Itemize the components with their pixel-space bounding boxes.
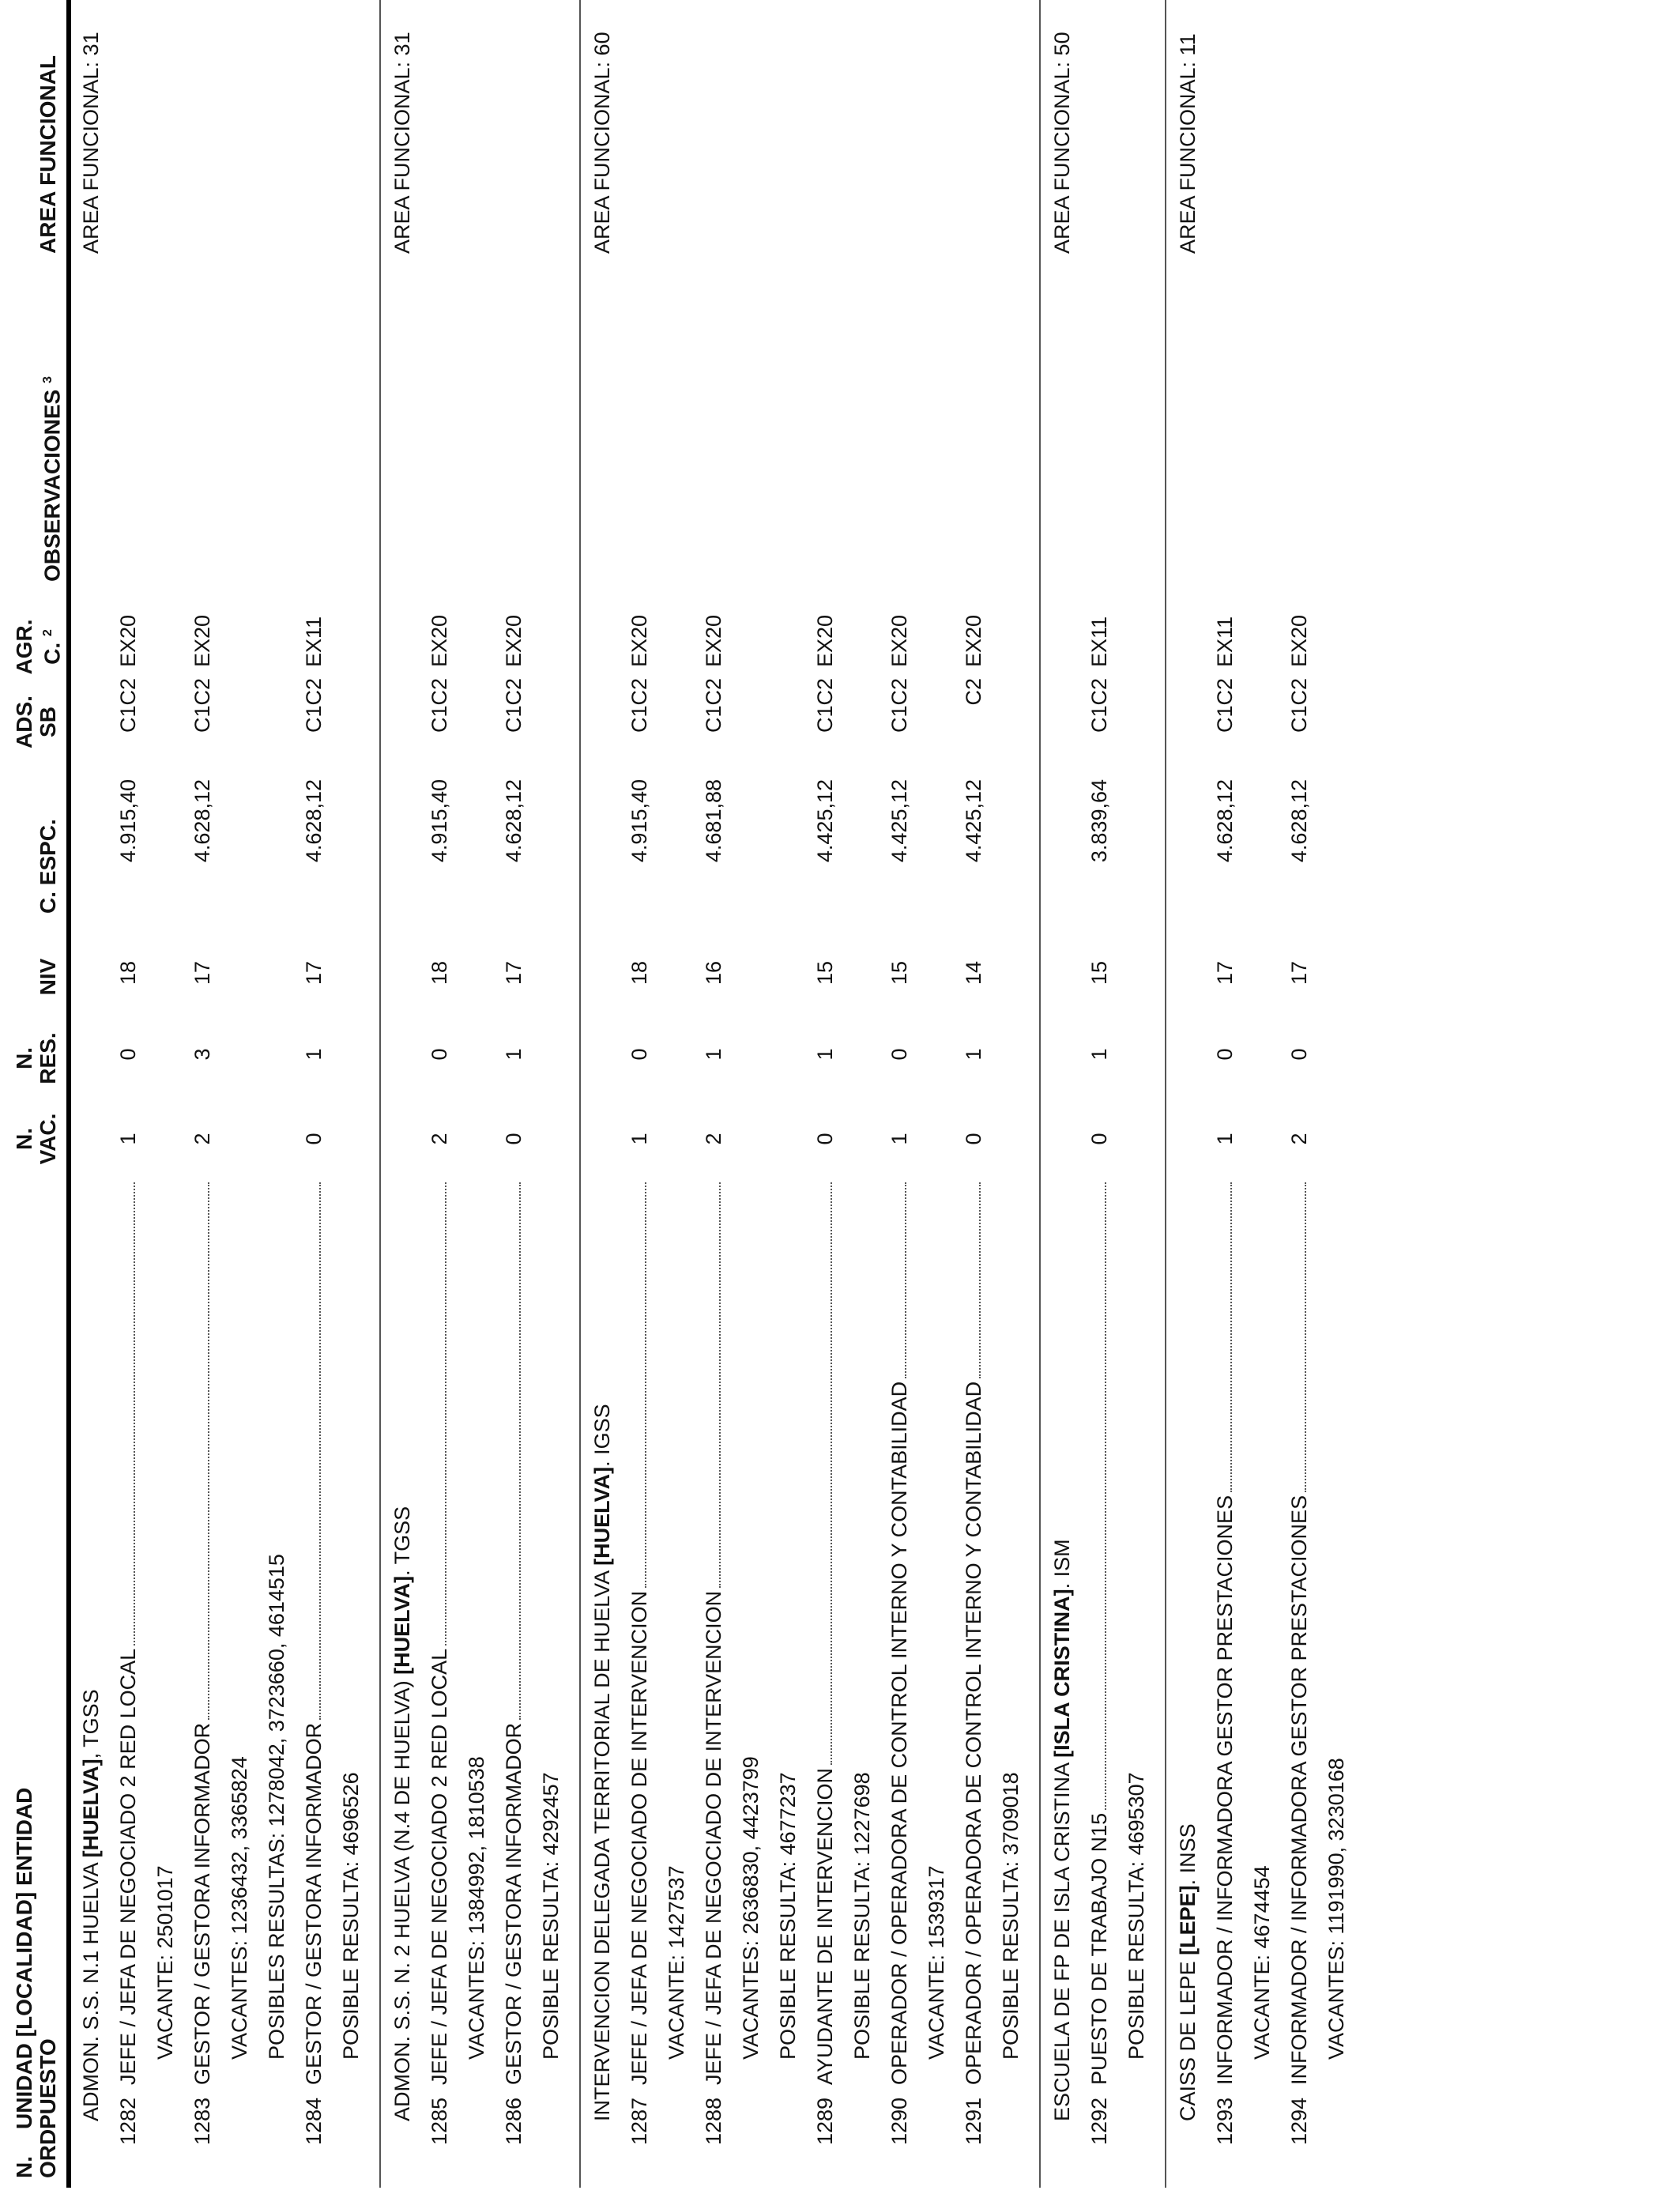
- row-ads-sb: C2: [962, 678, 985, 706]
- row-n-res: 0: [627, 1048, 651, 1061]
- row-agr-c: EX11: [302, 616, 326, 667]
- row-puesto-text: INFORMADOR / INFORMADORA GESTOR PRESTACIONES: [1213, 1495, 1237, 2085]
- header-puesto-line2: PUESTO: [36, 2038, 60, 2129]
- group-separator: [379, 0, 381, 2188]
- dot-leader: [1230, 1182, 1232, 1492]
- row-n-ord: 1285: [428, 2097, 451, 2145]
- row-c-espc: 4.628,12: [502, 779, 525, 863]
- row-note: VACANTE: 1539317: [925, 1865, 948, 2060]
- unit-title: [390, 1506, 414, 2121]
- row-ads-sb: C1C2: [190, 678, 214, 733]
- col-header-agr-c: [13, 617, 64, 677]
- left-border-rule: [66, 0, 69, 2188]
- row-agr-c: EX20: [1287, 614, 1311, 667]
- row-n-vac: 2: [1287, 1133, 1311, 1145]
- row-note: POSIBLE RESULTA: 4696526: [339, 1772, 363, 2060]
- col-header-niv: NIV: [36, 958, 60, 996]
- row-agr-c: EX20: [962, 614, 985, 667]
- row-puesto-text: OPERADOR / OPERADORA DE CONTROL INTERNO Y CONTABILIDAD: [887, 1381, 911, 2085]
- row-n-vac: 2: [428, 1133, 451, 1145]
- area-funcional: AREA FUNCIONAL: 31: [79, 32, 103, 254]
- dot-leader: [831, 1182, 832, 1765]
- area-funcional: AREA FUNCIONAL: 11: [1176, 33, 1200, 254]
- row-n-ord: 1288: [702, 2097, 725, 2145]
- row-n-res: 0: [1287, 1048, 1311, 1061]
- row-n-vac: 1: [627, 1133, 651, 1145]
- dot-leader: [208, 1182, 209, 1720]
- unit-name: ESCUELA DE FP DE ISLA CRISTINA: [1050, 1757, 1074, 2121]
- row-note: POSIBLE RESULTA: 4292457: [539, 1772, 563, 2060]
- dot-leader: [519, 1182, 521, 1720]
- header-agr-line1: AGR.: [12, 619, 36, 675]
- unit-title: [79, 1689, 103, 2121]
- group-separator: [1165, 0, 1166, 2188]
- row-agr-c: EX11: [1213, 616, 1237, 667]
- row-puesto: [702, 1182, 725, 2085]
- dot-leader: [719, 1182, 721, 1588]
- unit-locality: [ISLA CRISTINA]: [1050, 1589, 1074, 1758]
- row-n-vac: 2: [702, 1133, 725, 1145]
- dot-leader: [979, 1182, 981, 1378]
- row-note: VACANTE: 4674454: [1250, 1865, 1274, 2060]
- row-niv: 15: [813, 960, 837, 986]
- row-agr-c: EX20: [702, 614, 725, 667]
- row-n-ord: 1292: [1087, 2097, 1111, 2145]
- row-puesto-text: JEFE / JEFA DE NEGOCIADO 2 RED LOCAL: [428, 1648, 451, 2085]
- row-puesto-text: INFORMADOR / INFORMADORA GESTOR PRESTACIONES: [1287, 1495, 1311, 2085]
- row-n-res: 0: [1213, 1048, 1237, 1061]
- row-note: POSIBLE RESULTA: 4695307: [1124, 1772, 1148, 2060]
- row-ads-sb: C1C2: [1087, 678, 1111, 733]
- dot-leader: [645, 1182, 646, 1588]
- row-puesto: [302, 1182, 326, 2085]
- row-c-espc: 4.425,12: [813, 779, 837, 863]
- row-ads-sb: C1C2: [1213, 678, 1237, 733]
- unit-entity: . TGSS: [390, 1506, 414, 1576]
- dot-leader: [905, 1182, 906, 1378]
- row-c-espc: 4.425,12: [962, 779, 985, 863]
- row-puesto-text: GESTOR / GESTORA INFORMADOR: [302, 1722, 326, 2085]
- header-obs-sup: 3: [41, 376, 55, 383]
- row-niv: 18: [627, 960, 651, 986]
- header-agr-sup: 2: [41, 629, 55, 637]
- row-puesto: [190, 1182, 214, 2085]
- row-n-ord: 1287: [627, 2097, 651, 2145]
- row-agr-c: EX11: [1087, 616, 1111, 667]
- header-n-ord-line1: N.: [12, 2156, 36, 2178]
- row-ads-sb: C1C2: [813, 678, 837, 733]
- row-note: POSIBLE RESULTA: 3709018: [999, 1772, 1023, 2060]
- row-n-res: 0: [428, 1048, 451, 1061]
- row-note: VACANTE: 2501017: [153, 1865, 177, 2060]
- row-ads-sb: C1C2: [627, 678, 651, 733]
- row-niv: 14: [962, 960, 985, 986]
- row-n-ord: 1294: [1287, 2097, 1311, 2145]
- row-puesto: [887, 1182, 911, 2085]
- row-niv: 17: [190, 960, 214, 986]
- row-agr-c: EX20: [116, 614, 140, 667]
- col-header-ads-sb: [13, 692, 60, 752]
- dot-leader: [319, 1182, 321, 1720]
- group-separator: [1039, 0, 1041, 2188]
- row-note: VACANTES: 1191990, 3230168: [1324, 1758, 1348, 2060]
- row-puesto: [116, 1182, 140, 2085]
- unit-locality: [LEPE]: [1176, 1885, 1200, 1955]
- col-header-observaciones: [36, 376, 64, 582]
- col-header-n-ord: [13, 2123, 60, 2178]
- row-ads-sb: C1C2: [502, 678, 525, 733]
- row-n-vac: 1: [116, 1133, 140, 1145]
- area-funcional: AREA FUNCIONAL: 50: [1050, 32, 1074, 254]
- unit-entity: , TGSS: [79, 1689, 103, 1759]
- header-nres-line1: N.: [12, 1047, 36, 1069]
- row-note: POSIBLE RESULTA: 1227698: [850, 1772, 874, 2060]
- row-note: POSIBLES RESULTAS: 1278042, 3723660, 4614515: [265, 1554, 288, 2060]
- row-ads-sb: C1C2: [887, 678, 911, 733]
- row-n-ord: 1286: [502, 2097, 525, 2145]
- row-n-res: 1: [702, 1048, 725, 1061]
- unit-entity: . IGSS: [590, 1404, 614, 1467]
- row-puesto: [1287, 1182, 1311, 2085]
- row-c-espc: 4.915,40: [116, 779, 140, 863]
- unit-name: ADMON. S.S. N. 2 HUELVA (N.4 DE HUELVA): [390, 1674, 414, 2121]
- row-niv: 18: [428, 960, 451, 986]
- header-nvac-line2: VAC.: [36, 1113, 60, 1165]
- row-n-res: 0: [887, 1048, 911, 1061]
- row-n-vac: 1: [887, 1133, 911, 1145]
- row-n-vac: 0: [962, 1133, 985, 1145]
- row-n-res: 1: [1087, 1048, 1111, 1061]
- row-puesto: [428, 1182, 451, 2085]
- row-n-ord: 1284: [302, 2097, 326, 2145]
- row-n-ord: 1291: [962, 2097, 985, 2145]
- header-nres-line2: RES.: [36, 1032, 60, 1084]
- area-funcional: AREA FUNCIONAL: 60: [590, 32, 614, 254]
- row-n-vac: 0: [502, 1133, 525, 1145]
- unit-locality: [HUELVA]: [79, 1759, 103, 1858]
- row-note: VACANTE: 1427537: [665, 1865, 688, 2060]
- row-n-vac: 0: [302, 1133, 326, 1145]
- unit-title: [1176, 1823, 1200, 2121]
- unit-entity: . INSS: [1176, 1823, 1200, 1886]
- row-ads-sb: C1C2: [702, 678, 725, 733]
- header-ads-line2: SB: [36, 707, 60, 737]
- row-ads-sb: C1C2: [116, 678, 140, 733]
- unit-name: ADMON. S.S. N.1 HUELVA: [79, 1857, 103, 2121]
- row-niv: 15: [1087, 960, 1111, 986]
- row-agr-c: EX20: [190, 614, 214, 667]
- unit-title: [1050, 1539, 1074, 2121]
- row-ads-sb: C1C2: [1287, 678, 1311, 733]
- row-puesto-text: JEFE / JEFA DE NEGOCIADO DE INTERVENCION: [627, 1590, 651, 2085]
- row-agr-c: EX20: [813, 614, 837, 667]
- row-c-espc: 4.425,12: [887, 779, 911, 863]
- unit-locality: [HUELVA]: [390, 1575, 414, 1675]
- row-n-ord: 1283: [190, 2097, 214, 2145]
- dot-leader: [1305, 1182, 1306, 1492]
- row-puesto-text: GESTOR / GESTORA INFORMADOR: [502, 1722, 525, 2085]
- col-header-n-res: [13, 1031, 60, 1086]
- row-puesto: [627, 1182, 651, 2085]
- row-note: VACANTES: 1384992, 1810538: [465, 1756, 488, 2060]
- header-ads-line1: ADS.: [12, 696, 36, 748]
- row-niv: 17: [1213, 960, 1237, 986]
- row-niv: 17: [502, 960, 525, 986]
- row-n-ord: 1282: [116, 2097, 140, 2145]
- row-agr-c: EX20: [502, 614, 525, 667]
- row-n-res: 3: [190, 1048, 214, 1061]
- row-niv: 16: [702, 960, 725, 986]
- dot-leader: [445, 1182, 446, 1646]
- header-unidad-line1: UNIDAD [LOCALIDAD] ENTIDAD: [12, 1787, 36, 2129]
- row-niv: 17: [1287, 960, 1311, 986]
- row-n-ord: 1290: [887, 2097, 911, 2145]
- row-c-espc: 4.628,12: [1213, 779, 1237, 863]
- dot-leader: [1105, 1182, 1106, 1810]
- row-n-vac: 2: [190, 1133, 214, 1145]
- row-n-vac: 1: [1213, 1133, 1237, 1145]
- row-puesto-text: JEFE / JEFA DE NEGOCIADO 2 RED LOCAL: [116, 1648, 140, 2085]
- area-funcional: AREA FUNCIONAL: 31: [390, 32, 414, 254]
- row-c-espc: 4.628,12: [302, 779, 326, 863]
- row-puesto: [813, 1182, 837, 2085]
- unit-entity: . ISM: [1050, 1539, 1074, 1589]
- row-puesto: [502, 1182, 525, 2085]
- col-header-n-vac: [13, 1111, 60, 1167]
- row-ads-sb: C1C2: [302, 678, 326, 733]
- row-niv: 18: [116, 960, 140, 986]
- unit-title: [590, 1404, 614, 2121]
- row-n-res: 1: [502, 1048, 525, 1061]
- header-agr-line2: [36, 617, 64, 677]
- header-nvac-line1: N.: [12, 1128, 36, 1150]
- row-c-espc: 4.915,40: [428, 779, 451, 863]
- unit-name: CAISS DE LEPE: [1176, 1955, 1200, 2121]
- row-puesto: [1087, 1182, 1111, 2085]
- header-n-ord-line2: ORD.: [36, 2123, 60, 2178]
- row-puesto-text: GESTOR / GESTORA INFORMADOR: [190, 1722, 214, 2085]
- col-header-c-espc: C. ESPC.: [36, 819, 60, 914]
- col-header-area-funcional: AREA FUNCIONAL: [36, 55, 60, 254]
- col-header-unidad: [13, 1788, 60, 2129]
- row-c-espc: 4.628,12: [190, 779, 214, 863]
- row-note: POSIBLE RESULTA: 4677237: [776, 1772, 800, 2060]
- row-n-res: 1: [962, 1048, 985, 1061]
- row-c-espc: 4.915,40: [627, 779, 651, 863]
- row-niv: 15: [887, 960, 911, 986]
- row-n-ord: 1293: [1213, 2097, 1237, 2145]
- row-agr-c: EX20: [887, 614, 911, 667]
- row-puesto: [1213, 1182, 1237, 2085]
- header-obs-text: OBSERVACIONES: [40, 389, 65, 582]
- row-c-espc: 4.681,88: [702, 779, 725, 863]
- row-c-espc: 4.628,12: [1287, 779, 1311, 863]
- unit-locality: [HUELVA]: [590, 1466, 614, 1566]
- unit-name: INTERVENCION DELEGADA TERRITORIAL DE HUELVA: [590, 1565, 614, 2121]
- row-n-vac: 0: [813, 1133, 837, 1145]
- row-agr-c: EX20: [428, 614, 451, 667]
- row-n-res: 1: [813, 1048, 837, 1061]
- group-separator: [579, 0, 581, 2188]
- dot-leader: [134, 1182, 135, 1646]
- header-agr-text: C.: [40, 642, 65, 665]
- row-note: VACANTES: 2636830, 4423799: [739, 1756, 763, 2060]
- row-n-res: 0: [116, 1048, 140, 1061]
- row-puesto-text: PUESTO DE TRABAJO N15: [1087, 1812, 1111, 2085]
- row-note: VACANTES: 1236432, 3365824: [228, 1756, 251, 2060]
- row-puesto-text: OPERADOR / OPERADORA DE CONTROL INTERNO Y CONTABILIDAD: [962, 1381, 985, 2085]
- row-n-ord: 1289: [813, 2097, 837, 2145]
- row-n-vac: 0: [1087, 1133, 1111, 1145]
- row-puesto-text: AYUDANTE DE INTERVENCION: [813, 1767, 837, 2085]
- row-agr-c: EX20: [627, 614, 651, 667]
- row-puesto-text: JEFE / JEFA DE NEGOCIADO DE INTERVENCION: [702, 1590, 725, 2085]
- row-niv: 17: [302, 960, 326, 986]
- row-puesto: [962, 1182, 985, 2085]
- row-ads-sb: C1C2: [428, 678, 451, 733]
- row-c-espc: 3.839,64: [1087, 779, 1111, 863]
- row-n-res: 1: [302, 1048, 326, 1061]
